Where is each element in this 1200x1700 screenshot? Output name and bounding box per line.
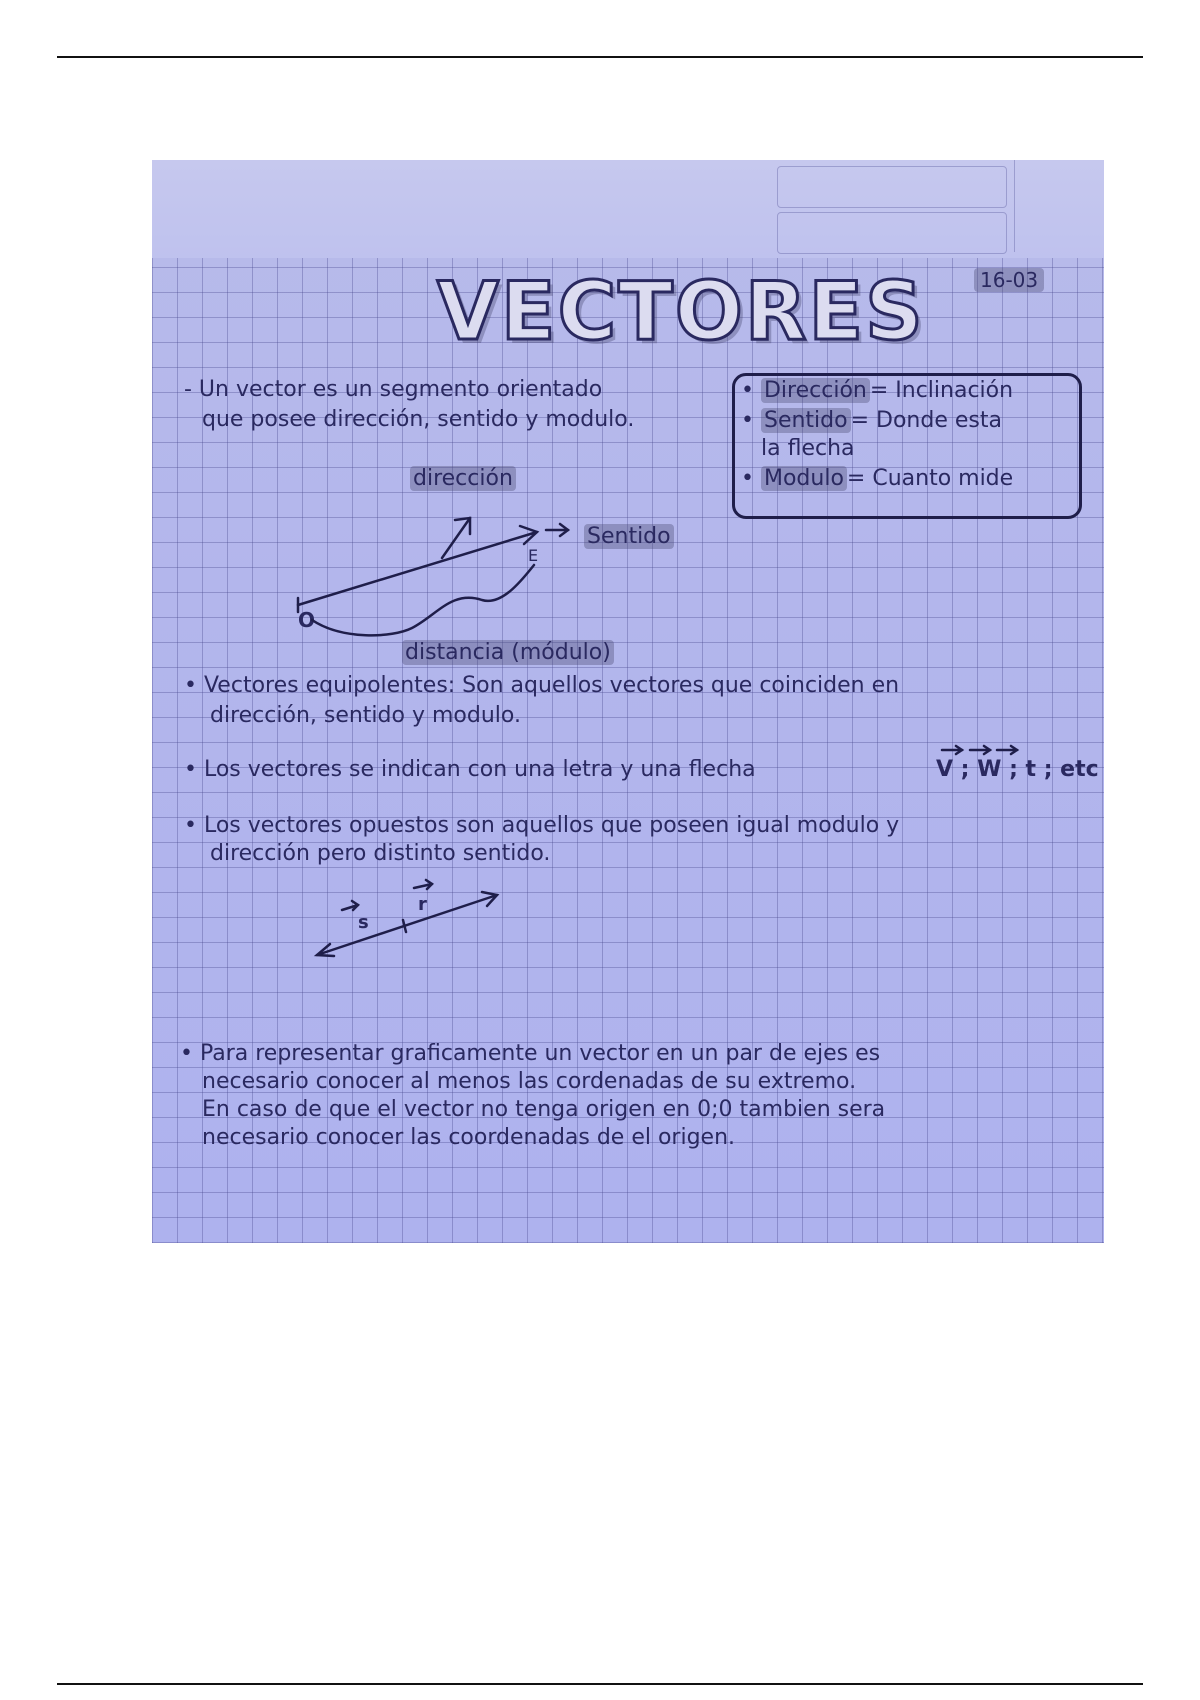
opuestos-line-2: dirección pero distinto sentido. (210, 841, 551, 866)
graficar-line-4: necesario conocer las coordenadas de el origen. (202, 1125, 736, 1150)
definition-direccion: • Dirección = Inclinación (741, 378, 1014, 403)
definition-modulo: • Modulo = Cuanto mide (741, 466, 1014, 491)
distance-brace (312, 565, 534, 635)
term-sentido: Sentido (761, 408, 851, 433)
page-title: VECTORES (437, 265, 925, 358)
equipolentes-line-1: • Vectores equipolentes: Son aquellos vectores que coinciden en (184, 673, 900, 698)
distancia-label: distancia (módulo) (402, 640, 614, 665)
bottom-rule (57, 1683, 1143, 1685)
graficar-line-2: necesario conocer al menos las cordenadas de su extremo. (202, 1069, 857, 1094)
notation-line: • Los vectores se indican con una letra y una flecha (184, 757, 756, 782)
intro-line-1: - Un vector es un segmento orientado (184, 377, 603, 402)
opposite-midpoint-tick (403, 920, 406, 932)
notebook-photo (152, 160, 1104, 1243)
graficar-line-3: En caso de que el vector no tenga origen en 0;0 tambien sera (202, 1097, 886, 1122)
origin-label: O (298, 608, 316, 632)
direccion-label: dirección (410, 466, 516, 491)
graficar-line-1: • Para representar graficamente un vector en un par de ejes es (180, 1041, 881, 1066)
top-rule (57, 56, 1143, 58)
equipolentes-line-2: dirección, sentido y modulo. (210, 703, 521, 728)
direction-arrow (442, 518, 470, 558)
notation-symbols: V ; W ; t ; etc (936, 757, 1099, 782)
intro-line-2: que posee dirección, sentido y modulo. (202, 407, 635, 432)
notation-arrows (942, 746, 1017, 754)
end-label: E (528, 546, 539, 565)
vector-line (298, 532, 537, 605)
opuestos-line-1: • Los vectores opuestos son aquellos que poseen igual modulo y (184, 813, 900, 838)
s-label: s (358, 912, 369, 933)
definition-sentido-extra: la flecha (761, 436, 855, 461)
date-badge: 16-03 (974, 268, 1044, 292)
opposite-vectors-line (317, 895, 497, 955)
term-direccion: Dirección (761, 378, 870, 403)
sentido-label: Sentido (584, 524, 674, 549)
definition-sentido: • Sentido = Donde esta (741, 408, 1002, 433)
term-modulo: Modulo (761, 466, 847, 491)
r-label: r (418, 894, 427, 915)
